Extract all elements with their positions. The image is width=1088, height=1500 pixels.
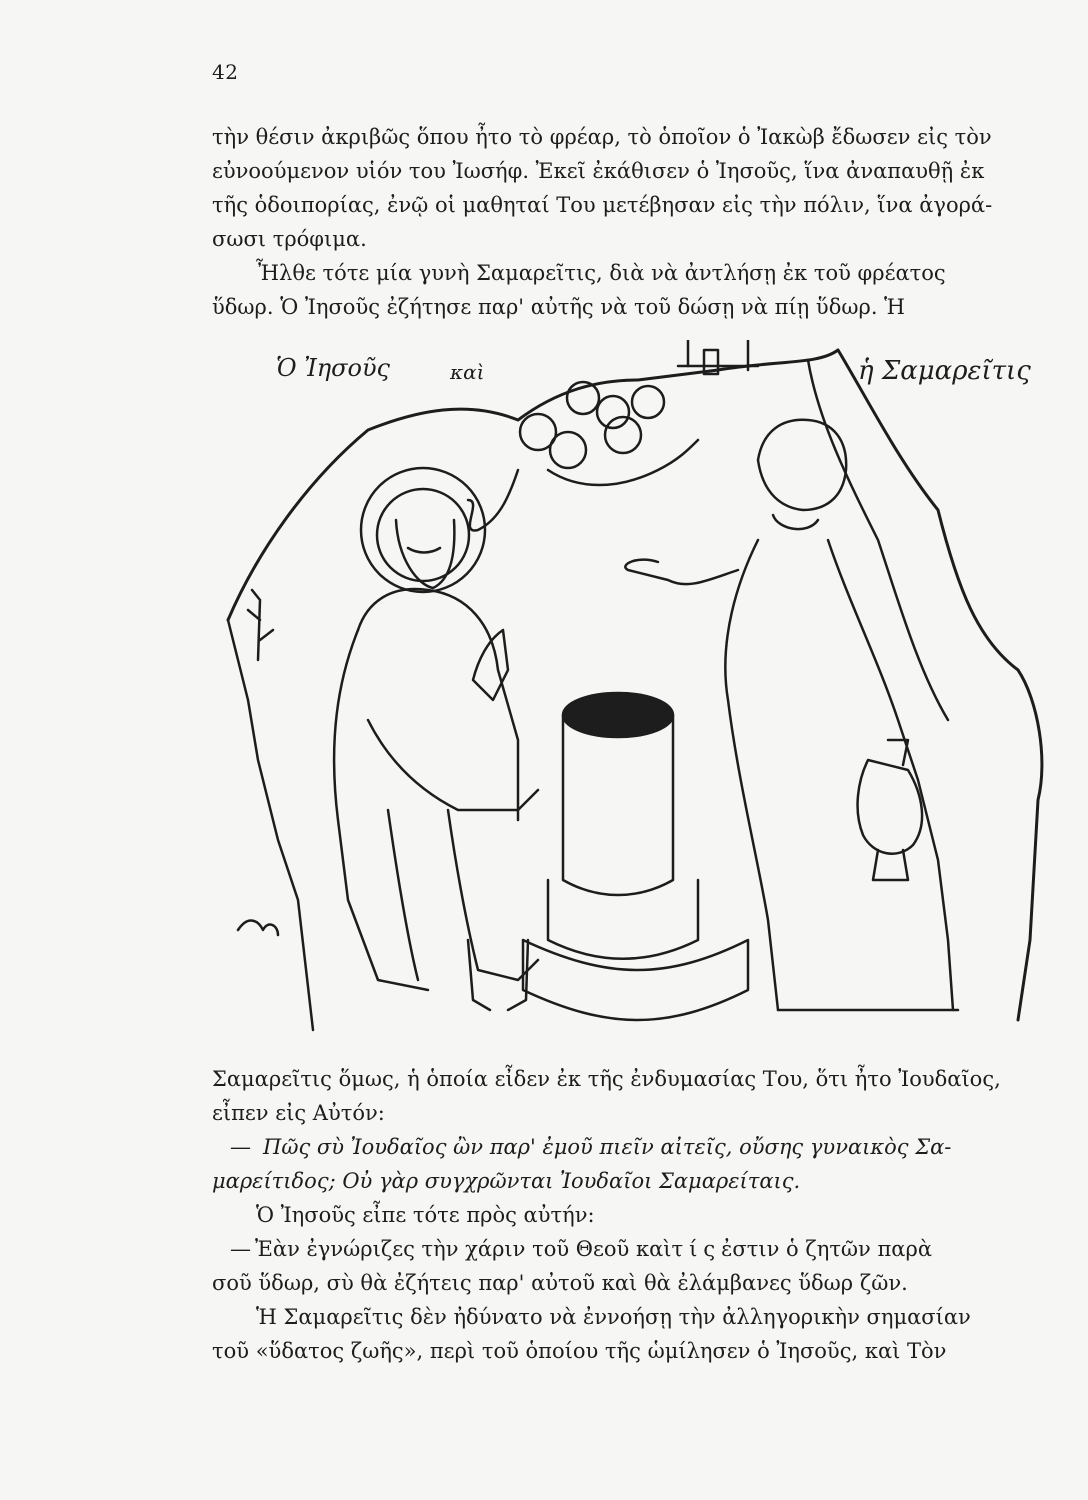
text-line: τὴν θέσιν ἀκριβῶς ὅπου ἦτο τὸ φρέαρ, τὸ ὁποῖον ὁ Ἰακὼβ ἔδωσεν εἰς τὸν — [212, 125, 992, 149]
answer-part-a: Ἐὰν ἐγνώριζες τὴν χάριν τοῦ Θεοῦ καὶ — [255, 1237, 672, 1261]
em-dash: — — [230, 1237, 251, 1261]
text-line: σοῦ ὕδωρ, σὺ θὰ ἐζήτεις παρ' αὐτοῦ καὶ θὰ ἐλάμβανες ὕδωρ ζῶν. — [212, 1271, 908, 1295]
answer-emphasis: τίς — [671, 1237, 722, 1261]
text-line — [212, 1232, 933, 1266]
caption-middle: καὶ — [450, 360, 485, 384]
final-paragraph — [212, 1300, 971, 1368]
top-paragraph — [212, 120, 993, 256]
text-line — [212, 1130, 952, 1164]
dialogue-text: Πῶς σὺ Ἰουδαῖος ὢν παρ' ἐμοῦ πιεῖν αἰτεῖς, οὔσης γυναικὸς Σα- — [263, 1135, 952, 1159]
line-drawing — [218, 340, 1050, 1040]
second-paragraph — [212, 256, 946, 324]
caption-left: Ὁ Ἰησοῦς — [276, 354, 390, 382]
text-line: εὐνοούμενον υἱόν του Ἰωσήφ. Ἐκεῖ ἐκάθισεν ὁ Ἰησοῦς, ἵνα ἀναπαυθῇ ἐκ — [212, 159, 985, 183]
answer-part-b: ἐστιν ὁ ζητῶν παρὰ — [721, 1237, 933, 1261]
dialogue-answer — [212, 1232, 933, 1300]
em-dash: — — [230, 1135, 251, 1159]
text-line: τῆς ὁδοιπορίας, ἐνῷ οἱ μαθηταί Του μετέβησαν εἰς τὴν πόλιν, ἵνα ἀγορά- — [212, 193, 993, 217]
text-line: Σαμαρεῖτις ὅμως, ἡ ὁποία εἶδεν ἐκ τῆς ἐνδυμασίας Του, ὅτι ἦτο Ἰουδαῖος, — [212, 1067, 1001, 1091]
after-figure-paragraph — [212, 1062, 1001, 1130]
text-line: Ἦλθε τότε μία γυνὴ Σαμαρεῖτις, διὰ νὰ ἀντλήσῃ ἐκ τοῦ φρέατος — [256, 261, 946, 285]
text-line: ὕδωρ. Ὁ Ἰησοῦς ἐζήτησε παρ' αὐτῆς νὰ τοῦ δώσῃ νὰ πίῃ ὕδωρ. Ἡ — [212, 295, 905, 319]
text-line: Ὁ Ἰησοῦς εἶπε τότε πρὸς αὐτήν: — [256, 1203, 595, 1227]
text-line: τοῦ «ὕδατος ζωῆς», περὶ τοῦ ὁποίου τῆς ὡμίλησεν ὁ Ἰησοῦς, καὶ Τὸν — [212, 1339, 947, 1363]
text-line: μαρείτιδος; Οὐ γὰρ συγχρῶνται Ἰουδαῖοι Σαμαρείταις. — [212, 1169, 801, 1193]
dialogue-question — [212, 1130, 952, 1198]
text-line: Ἡ Σαμαρεῖτις δὲν ἠδύνατο νὰ ἐννοήσῃ τὴν ἀλληγορικὴν σημασίαν — [256, 1305, 971, 1329]
icon-illustration — [218, 340, 1050, 1040]
caption-right: ἡ Σαμαρεῖτις — [858, 356, 1031, 386]
text-line: εἶπεν εἰς Αὐτόν: — [212, 1101, 385, 1125]
text-line: σωσι τρόφιμα. — [212, 227, 367, 251]
page-number: 42 — [212, 60, 239, 84]
narration — [212, 1198, 842, 1232]
